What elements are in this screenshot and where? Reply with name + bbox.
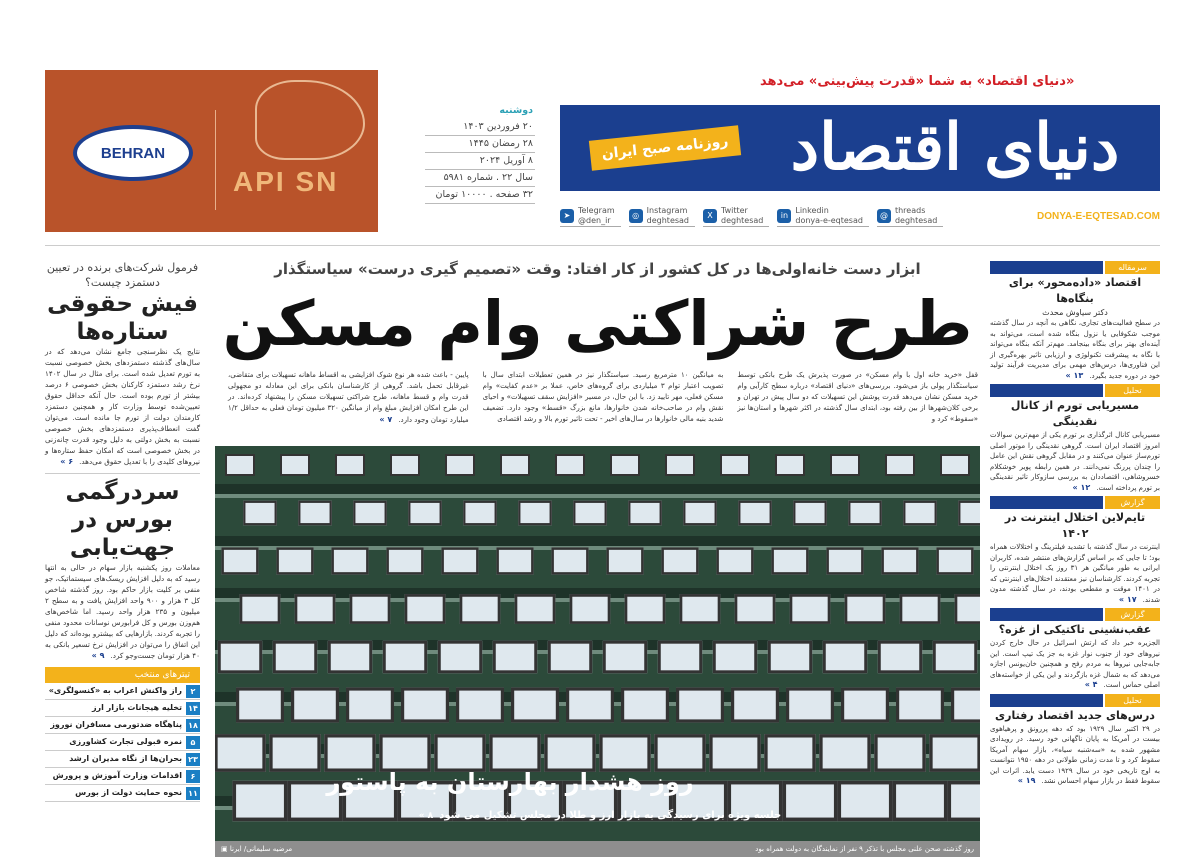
section-bar-fill xyxy=(990,496,1103,509)
social-instagram[interactable] xyxy=(629,206,695,227)
monitor-shape xyxy=(878,641,922,674)
advertisement-banner[interactable] xyxy=(45,70,378,232)
monitor-shape xyxy=(936,547,973,574)
monitor-shape xyxy=(240,594,281,624)
monitor-shape xyxy=(823,641,867,674)
salary-story[interactable] xyxy=(45,260,200,467)
social-name: Linkedin xyxy=(795,205,829,215)
story-text xyxy=(990,724,1160,787)
page-number: ۶ xyxy=(186,770,200,783)
monitor-shape xyxy=(947,781,980,821)
ad-graphic xyxy=(255,80,365,160)
monitor-shape xyxy=(346,687,394,722)
monitor-shape xyxy=(955,594,980,624)
monitor-shape xyxy=(335,454,365,476)
monitor-shape xyxy=(826,547,863,574)
monitor-shape xyxy=(291,687,339,722)
monitor-shape xyxy=(276,547,313,574)
monitor-shape xyxy=(438,641,482,674)
lead-kicker: ابزار دست خانه‌اولی‌ها در کل کشور از کار افتاد: وقت «تصمیم گیری درست» سیاستگذار xyxy=(274,260,921,278)
item-title: پناهگاه ضدتورمی مسافران نوروز xyxy=(50,720,182,729)
ad-divider xyxy=(215,110,216,210)
monitor-shape xyxy=(493,641,537,674)
section-bar xyxy=(990,261,1160,274)
page-ref[interactable]: « ۴ xyxy=(1084,680,1098,689)
monitor-shape xyxy=(298,501,332,526)
monitor-shape xyxy=(500,454,530,476)
page-ref[interactable]: « ۱۳ xyxy=(1065,370,1084,380)
monitor-shape xyxy=(236,687,284,722)
story-body: معاملات روز یکشنبه بازار سهام در حالی به انتها رسید که به دلیل افزایش ریسک‌های سیستماتیک، جو منفی بر کلیت بازار حاکم بود. روز گذشته شاخص کل ۳ هزار و ۹۰۰ واحد افزایش یافت و به سطح ۲ میلیون و ۲۳۵ هزار واحد رسید. اما شاخص‌های هم‌وزن بورس و کل فرابورس نوسانات محدود منفی را تجربه کردند. بازارهایی که بیشترو بوده‌اند که دلیل این اتفاق را می‌توان در افزایش نرخ تسعیر بانکی به ۴۰ هزار تومان جست‌وجو کرد. xyxy=(45,563,201,660)
monitor-shape xyxy=(390,454,420,476)
monitor-shape xyxy=(218,641,262,674)
monitor-shape xyxy=(731,687,779,722)
social-handle: deghtesad xyxy=(721,215,764,225)
story-body: در سطح فعالیت‌های تجاری، نگاهی به آنچه در سال گذشته موجب شکوفایی یا نزول بنگاه شده است، می‌تواند به آینده‌ای بهتر برای بنگاه بینجامد. مهم‌تر آنکه بنگاه می‌تواند با نگاه به پیشرفت تکنولوژی و ارزیابی تاثیر بهره‌گیری از این فناوری‌ها، درس‌های مهمی برای مدیریت فرآیند تولید خود در دوره جدید بگیرد. xyxy=(990,319,1160,380)
list-item[interactable] xyxy=(45,683,200,700)
monitor-shape xyxy=(735,594,776,624)
section-label: گزارش xyxy=(1105,608,1160,621)
monitor-shape xyxy=(896,687,944,722)
list-item[interactable] xyxy=(45,700,200,717)
monitor-shape xyxy=(628,501,662,526)
photo-page-ref[interactable]: « ۸ xyxy=(418,811,434,821)
header-divider xyxy=(45,245,1160,246)
monitor-shape xyxy=(841,687,889,722)
monitor-shape xyxy=(658,641,702,674)
page-ref[interactable]: « ۱۹ xyxy=(1017,776,1036,785)
monitor-shape xyxy=(903,501,937,526)
item-title: راز واکنش اعراب به «کنسولگری» xyxy=(48,686,182,695)
analysis-story[interactable] xyxy=(990,384,1160,493)
monitor-shape xyxy=(328,641,372,674)
story-text xyxy=(990,430,1160,493)
monitor-shape xyxy=(819,734,871,772)
story-text xyxy=(990,318,1160,381)
list-item[interactable] xyxy=(45,734,200,751)
report-story[interactable] xyxy=(990,608,1160,691)
monitor-shape xyxy=(837,781,892,821)
monitor-shape xyxy=(951,687,980,722)
lead-column: پایین - باعث شده هر نوع شوک افزایشی به اقساط ماهانه تسهیلات برای متقاضی، غیرقابل تحمل باشد. گروهی از کارشناسان بانکی برای این معادله دو مجهولی قدرت وام و قسط ماهانه، طرح شراکتی تسهیلات مسکن را پیشنهاد کرده‌اند. در این طرح امکان افزایش مبلغ وام از میانگین ۳۲۰ میلیون تومان فعلی به حداقل ۱/۲ میلیارد تومان وجود دارد. xyxy=(227,371,469,424)
photo-credit-text: مرضیه سلیمانی/ ایرنا xyxy=(229,845,293,853)
monitor-shape xyxy=(716,547,753,574)
item-title: اقدامات وزارت آموزش و پرورش xyxy=(52,771,182,780)
section-bar xyxy=(990,496,1160,509)
section-bar xyxy=(990,384,1160,397)
photo-caption: روز گذشته صحن علنی مجلس با تذکر ۹ نفر از نمایندگان به دولت همراه بود xyxy=(755,845,974,853)
social-name: Instagram xyxy=(646,205,688,215)
item-title: نحوه حمایت دولت از بورس xyxy=(75,788,182,797)
website-link[interactable]: DONYA-E-EQTESAD.COM xyxy=(1037,210,1160,222)
social-linkedin[interactable] xyxy=(777,206,869,227)
photo-subheadline-line xyxy=(380,808,820,824)
section-bar-fill xyxy=(990,384,1103,397)
monitor-shape xyxy=(353,501,387,526)
editorial-story[interactable] xyxy=(990,261,1160,381)
list-item[interactable] xyxy=(45,751,200,768)
monitor-shape xyxy=(900,594,941,624)
social-links xyxy=(560,203,1160,229)
monitor-shape xyxy=(548,641,592,674)
story-headline: سردرگمی بورس در جهت‌یابی xyxy=(65,479,180,561)
behran-logo: BEHRAN xyxy=(73,125,193,181)
photo-credit xyxy=(221,841,292,857)
story-headline: فیش حقوقی ستاره‌ها xyxy=(47,291,198,345)
section-label: سرمقاله xyxy=(1105,261,1160,274)
section-label: تحلیل xyxy=(1105,694,1160,707)
camera-icon: ▣ xyxy=(221,845,228,853)
monitor-shape xyxy=(518,501,552,526)
lead-headline[interactable]: طرح شراکتی وام مسکن xyxy=(222,287,973,360)
right-column xyxy=(990,258,1160,787)
weekday: دوشنبه xyxy=(499,105,533,116)
monitor-shape xyxy=(885,454,915,476)
page-number: ۱۱ xyxy=(186,787,200,800)
story-author: دکتر سیاوش محدث xyxy=(1042,308,1108,317)
lunar-date: ۲۸ رمضان ۱۴۴۵ xyxy=(425,136,535,153)
lead-page-ref[interactable]: « ۷ xyxy=(379,415,393,424)
page-ref[interactable]: « ۱۲ xyxy=(1072,482,1091,492)
monitor-shape xyxy=(386,547,423,574)
monitor-shape xyxy=(940,454,970,476)
section-label: تحلیل xyxy=(1105,384,1160,397)
section-bar xyxy=(990,694,1160,707)
story-body: اینترنت در سال گذشته با تشدید فیلترینگ و اختلالات همراه بود؛ تا جایی که بر اساس گزارش‌های منتشر شده، کاربران ایرانی به طور میانگین هر ۳۱ روز یک اختلال اینترنتی را تجربه کردند. کارشناسان نیز معتقدند اختلال‌های اینترنتی که در ۱۴۰۱ موقت و مقطعی بودند، در سال گذشته مدون شدند. xyxy=(990,543,1161,604)
monitor-shape xyxy=(603,641,647,674)
monitor-shape xyxy=(273,641,317,674)
threads-icon: @ xyxy=(877,209,891,223)
monitor-shape xyxy=(621,687,669,722)
lead-column-last xyxy=(228,370,469,426)
monitor-shape xyxy=(350,594,391,624)
bourse-story[interactable] xyxy=(45,473,200,661)
report-story[interactable] xyxy=(990,496,1160,605)
page-number: ۲۳ xyxy=(186,753,200,766)
monitor-shape xyxy=(874,734,926,772)
monitor-shape xyxy=(463,501,497,526)
monitor-shape xyxy=(555,454,585,476)
analysis-story[interactable] xyxy=(990,694,1160,787)
page-number: ۱۴ xyxy=(186,702,200,715)
story-headline: درس‌های جدید اقتصاد رفتاری xyxy=(995,708,1155,722)
social-handle: deghtesad xyxy=(646,215,690,225)
section-bar-fill xyxy=(990,261,1103,274)
lead-column: به میانگین ۱۰ مترمربع رسید. سیاستگذار نیز در همین تعطیلات ابتدای سال با تصویب اعتبار توام ۳ میلیاردی برای گروه‌های خاص، عملا بر «عدم کفایت» وام مسکن فعلی، مهر تایید زد. با این حال، در مسیر «افزایش سقف تسهیلات» و احیای نقش وام در صاحب‌خانه شدن خانوارها، مانع بزرگ «قسط» وجود دارد. تضعیف شدید بنیه مالی خانوارها در سال‌های اخیر - تحت تاثیر تورم بالا و رشد اقتصادی xyxy=(482,371,724,423)
price: ۳۲ صفحه . ۱۰۰۰۰ تومان xyxy=(425,187,535,204)
story-body: الجزیره خبر داد که ارتش اسرائیل در حال خارج کردن نیروهای خود از جنوب نوار غزه به جز یک تیپ است. این جابه‌جایی نیروها به مردم رفح و همچنین خان‌یونس اجازه می‌دهد که به شمال غزه بازگردند و این یکی از خواسته‌های اصلی حماس است. xyxy=(990,639,1160,689)
story-kicker: فرمول شرکت‌های برنده در تعیین دستمزد چیست؟ xyxy=(46,261,199,289)
story-text xyxy=(990,638,1160,691)
monitor-shape xyxy=(958,501,980,526)
monitor-shape xyxy=(720,454,750,476)
lead-column: قفل «خرید خانه اول با وام مسکن» در صورت پذیرش یک طرح بانکی توسط سیاستگذار پولی باز می‌شود. بررسی‌های «دنیای اقتصاد» درباره سطح کارآیی وام خرید مسکن نشان می‌دهد قدرت پوشش این تسهیلات که دو سال پیش در تهران و برخی کلان‌شهرها از بین رفته بود، ابتدای سال گذشته در اکثر شهرها و استان‌ها نیز «سقوط» کرد و xyxy=(737,371,978,423)
monitor-shape xyxy=(793,501,827,526)
monitor-shape xyxy=(892,781,947,821)
photo-subheadline: جلسه ویژه برای رسیدگی به بازار ارز و طلا در مجلس تشکیل می شود xyxy=(439,810,782,821)
monitor-shape xyxy=(661,547,698,574)
monitor-shape xyxy=(383,641,427,674)
monitor-shape xyxy=(566,687,614,722)
monitor-shape xyxy=(401,687,449,722)
item-title: بحران‌ها از نگاه مدیران ارشد xyxy=(69,754,182,763)
monitor-shape xyxy=(713,641,757,674)
monitor-shape xyxy=(515,594,556,624)
story-text xyxy=(45,346,200,467)
story-body: نتایج یک نظرسنجی جامع نشان می‌دهد که در سال‌های گذشته دستمزدهای بخش خصوصی نسبت به تورم تعدیل شده است. برای مثال در سال ۱۴۰۲ نرخ رشد دستمزد کارکنان بخش خصوصی ۶ درصد بیشتر از تورم بوده است. حال آنکه حداقل حقوق تعیین‌شده توسط وزارت کار و همچنین دستمزد کارمندان دولت از تورم جا مانده است. می‌توان گفت انعطاف‌پذیری دستمزدهای بخش خصوصی نسبت به بخش دولتی به دلیل وجود قدرت چانه‌زنی در بخش خصوصی است که امکان حفظ ستاره‌ها و نیروهای کلیدی را با تعدیل حقوق می‌دهد. xyxy=(45,347,200,466)
monitor-shape xyxy=(683,501,717,526)
lead-body xyxy=(228,370,978,426)
monitor-shape xyxy=(573,501,607,526)
monitor-shape xyxy=(570,594,611,624)
section-label: گزارش xyxy=(1105,496,1160,509)
monitor-shape xyxy=(551,547,588,574)
instagram-icon: ◎ xyxy=(629,209,643,223)
social-telegram[interactable] xyxy=(560,206,621,227)
story-text xyxy=(990,542,1160,605)
monitor-shape xyxy=(790,594,831,624)
story-headline: تایم‌لاین اختلال اینترنت در ۱۴۰۲ xyxy=(1004,511,1146,540)
ad-product-name: API SN xyxy=(233,166,339,197)
social-handle: deghtesad xyxy=(894,215,938,225)
monitor-shape xyxy=(680,594,721,624)
item-title: نمره قبولی تجارت کشاورزی xyxy=(69,737,182,746)
section-bar-fill xyxy=(990,694,1103,707)
masthead-subtitle: روزنامه صبح ایران xyxy=(589,125,741,171)
list-item[interactable] xyxy=(45,785,200,802)
list-item[interactable] xyxy=(45,768,200,785)
social-handle: donya-e-eqtesad xyxy=(795,215,863,225)
solar-date: ۲۰ فروردین ۱۴۰۳ xyxy=(425,119,535,136)
monitor-shape xyxy=(408,501,442,526)
issue-number: سال ۲۲ . شماره ۵۹۸۱ xyxy=(425,170,535,187)
photo-caption-bar xyxy=(215,841,980,857)
gregorian-date: ۸ آوریل ۲۰۲۴ xyxy=(425,153,535,170)
story-body: در ۲۹ اکتبر سال ۱۹۲۹ بود که دهه پررونق و پرهیاهوی بیست در آمریکا به پایان ناگهانی خود رسید. در رویدادی مشهور شده به «سه‌شنبه سیاه»، بازار سهام آمریکا سقوط کرد و تا مدت زمانی طولانی در دهه ۱۹۵۰ نتوانست به اوج تاریخی خود در سال ۱۹۲۹ دست یابد. اثرات این سقوط فقط در بازار سهام احساس نشد. xyxy=(990,724,1161,785)
monitor-shape xyxy=(280,454,310,476)
selected-headlines-title: تیترهای منتخب xyxy=(45,667,200,683)
monitor-shape xyxy=(771,547,808,574)
story-headline: اقتصاد «داده‌محور» برای بنگاه‌ها xyxy=(1008,276,1142,305)
monitor-shape xyxy=(456,687,504,722)
section-bar-fill xyxy=(990,608,1103,621)
story-text xyxy=(45,562,200,661)
monitor-shape xyxy=(786,687,834,722)
monitor-shape xyxy=(929,734,980,772)
monitor-shape xyxy=(441,547,478,574)
monitor-shape xyxy=(295,594,336,624)
monitor-shape xyxy=(881,547,918,574)
telegram-icon: ➤ xyxy=(560,209,574,223)
monitor-shape xyxy=(933,641,977,674)
left-column xyxy=(45,260,200,802)
section-bar xyxy=(990,608,1160,621)
monitor-shape xyxy=(243,501,277,526)
monitor-shape xyxy=(625,594,666,624)
monitor-shape xyxy=(221,547,258,574)
social-threads[interactable] xyxy=(877,206,943,227)
story-body: مسیریابی کانال اثرگذاری بر تورم یکی از مهم‌ترین سوالات امروز اقتصاد ایران است. گروهی نقدینگی را موتور اصلی تورم‌ساز عنوان می‌کنند و در مقابل گروهی نقش این عامل را چندان پررنگ نمی‌دانند. در همین رابطه پویر خوشکلام خسروشاهی، اقتصاددان به بررسی سازوکار تاثیر نقدینگی بر تورم پرداخته است. xyxy=(990,431,1160,492)
monitor-shape xyxy=(845,594,886,624)
monitor-shape xyxy=(676,687,724,722)
monitor-shape xyxy=(496,547,533,574)
list-item[interactable] xyxy=(45,717,200,734)
social-name: Telegram xyxy=(578,205,615,215)
page-number: ۵ xyxy=(186,736,200,749)
monitor-shape xyxy=(445,454,475,476)
x-icon: X xyxy=(703,209,717,223)
page-number: ۲ xyxy=(186,685,200,698)
monitor-shape xyxy=(738,501,772,526)
masthead-tagline: «دنیای اقتصاد» به شما «قدرت پیش‌بینی» می‌دهد xyxy=(760,74,1075,89)
monitor-shape xyxy=(331,547,368,574)
social-name: threads xyxy=(894,205,926,215)
page-number: ۱۸ xyxy=(186,719,200,732)
social-twitter[interactable] xyxy=(703,206,769,227)
page-ref[interactable]: « ۹ xyxy=(91,651,105,660)
monitor-shape xyxy=(225,454,255,476)
linkedin-icon: in xyxy=(777,209,791,223)
monitor-shape xyxy=(768,641,812,674)
monitor-shape xyxy=(665,454,695,476)
social-name: Twitter xyxy=(721,205,748,215)
story-headline: عقب‌نشینی تاکتیکی از غزه؟ xyxy=(998,623,1152,636)
story-headline: مسیریابی تورم از کانال نقدینگی xyxy=(1010,399,1140,428)
monitor-shape xyxy=(460,594,501,624)
selected-headlines xyxy=(45,667,200,802)
monitor-shape xyxy=(405,594,446,624)
page-ref[interactable]: « ۶ xyxy=(60,457,74,466)
monitor-shape xyxy=(848,501,882,526)
date-block xyxy=(425,103,535,204)
item-title: تخلیه هیجانات بازار ارز xyxy=(91,703,182,712)
photo-headline: روز هشدار بهارستان به پاستور xyxy=(326,768,694,796)
monitor-shape xyxy=(830,454,860,476)
newspaper-title: دنیای اقتصاد xyxy=(790,110,1120,185)
monitor-shape xyxy=(610,454,640,476)
monitor-shape xyxy=(775,454,805,476)
monitor-shape xyxy=(511,687,559,722)
monitor-shape xyxy=(606,547,643,574)
social-handle: @den_ir xyxy=(578,215,611,225)
page-ref[interactable]: « ۱۷ xyxy=(1118,594,1137,604)
